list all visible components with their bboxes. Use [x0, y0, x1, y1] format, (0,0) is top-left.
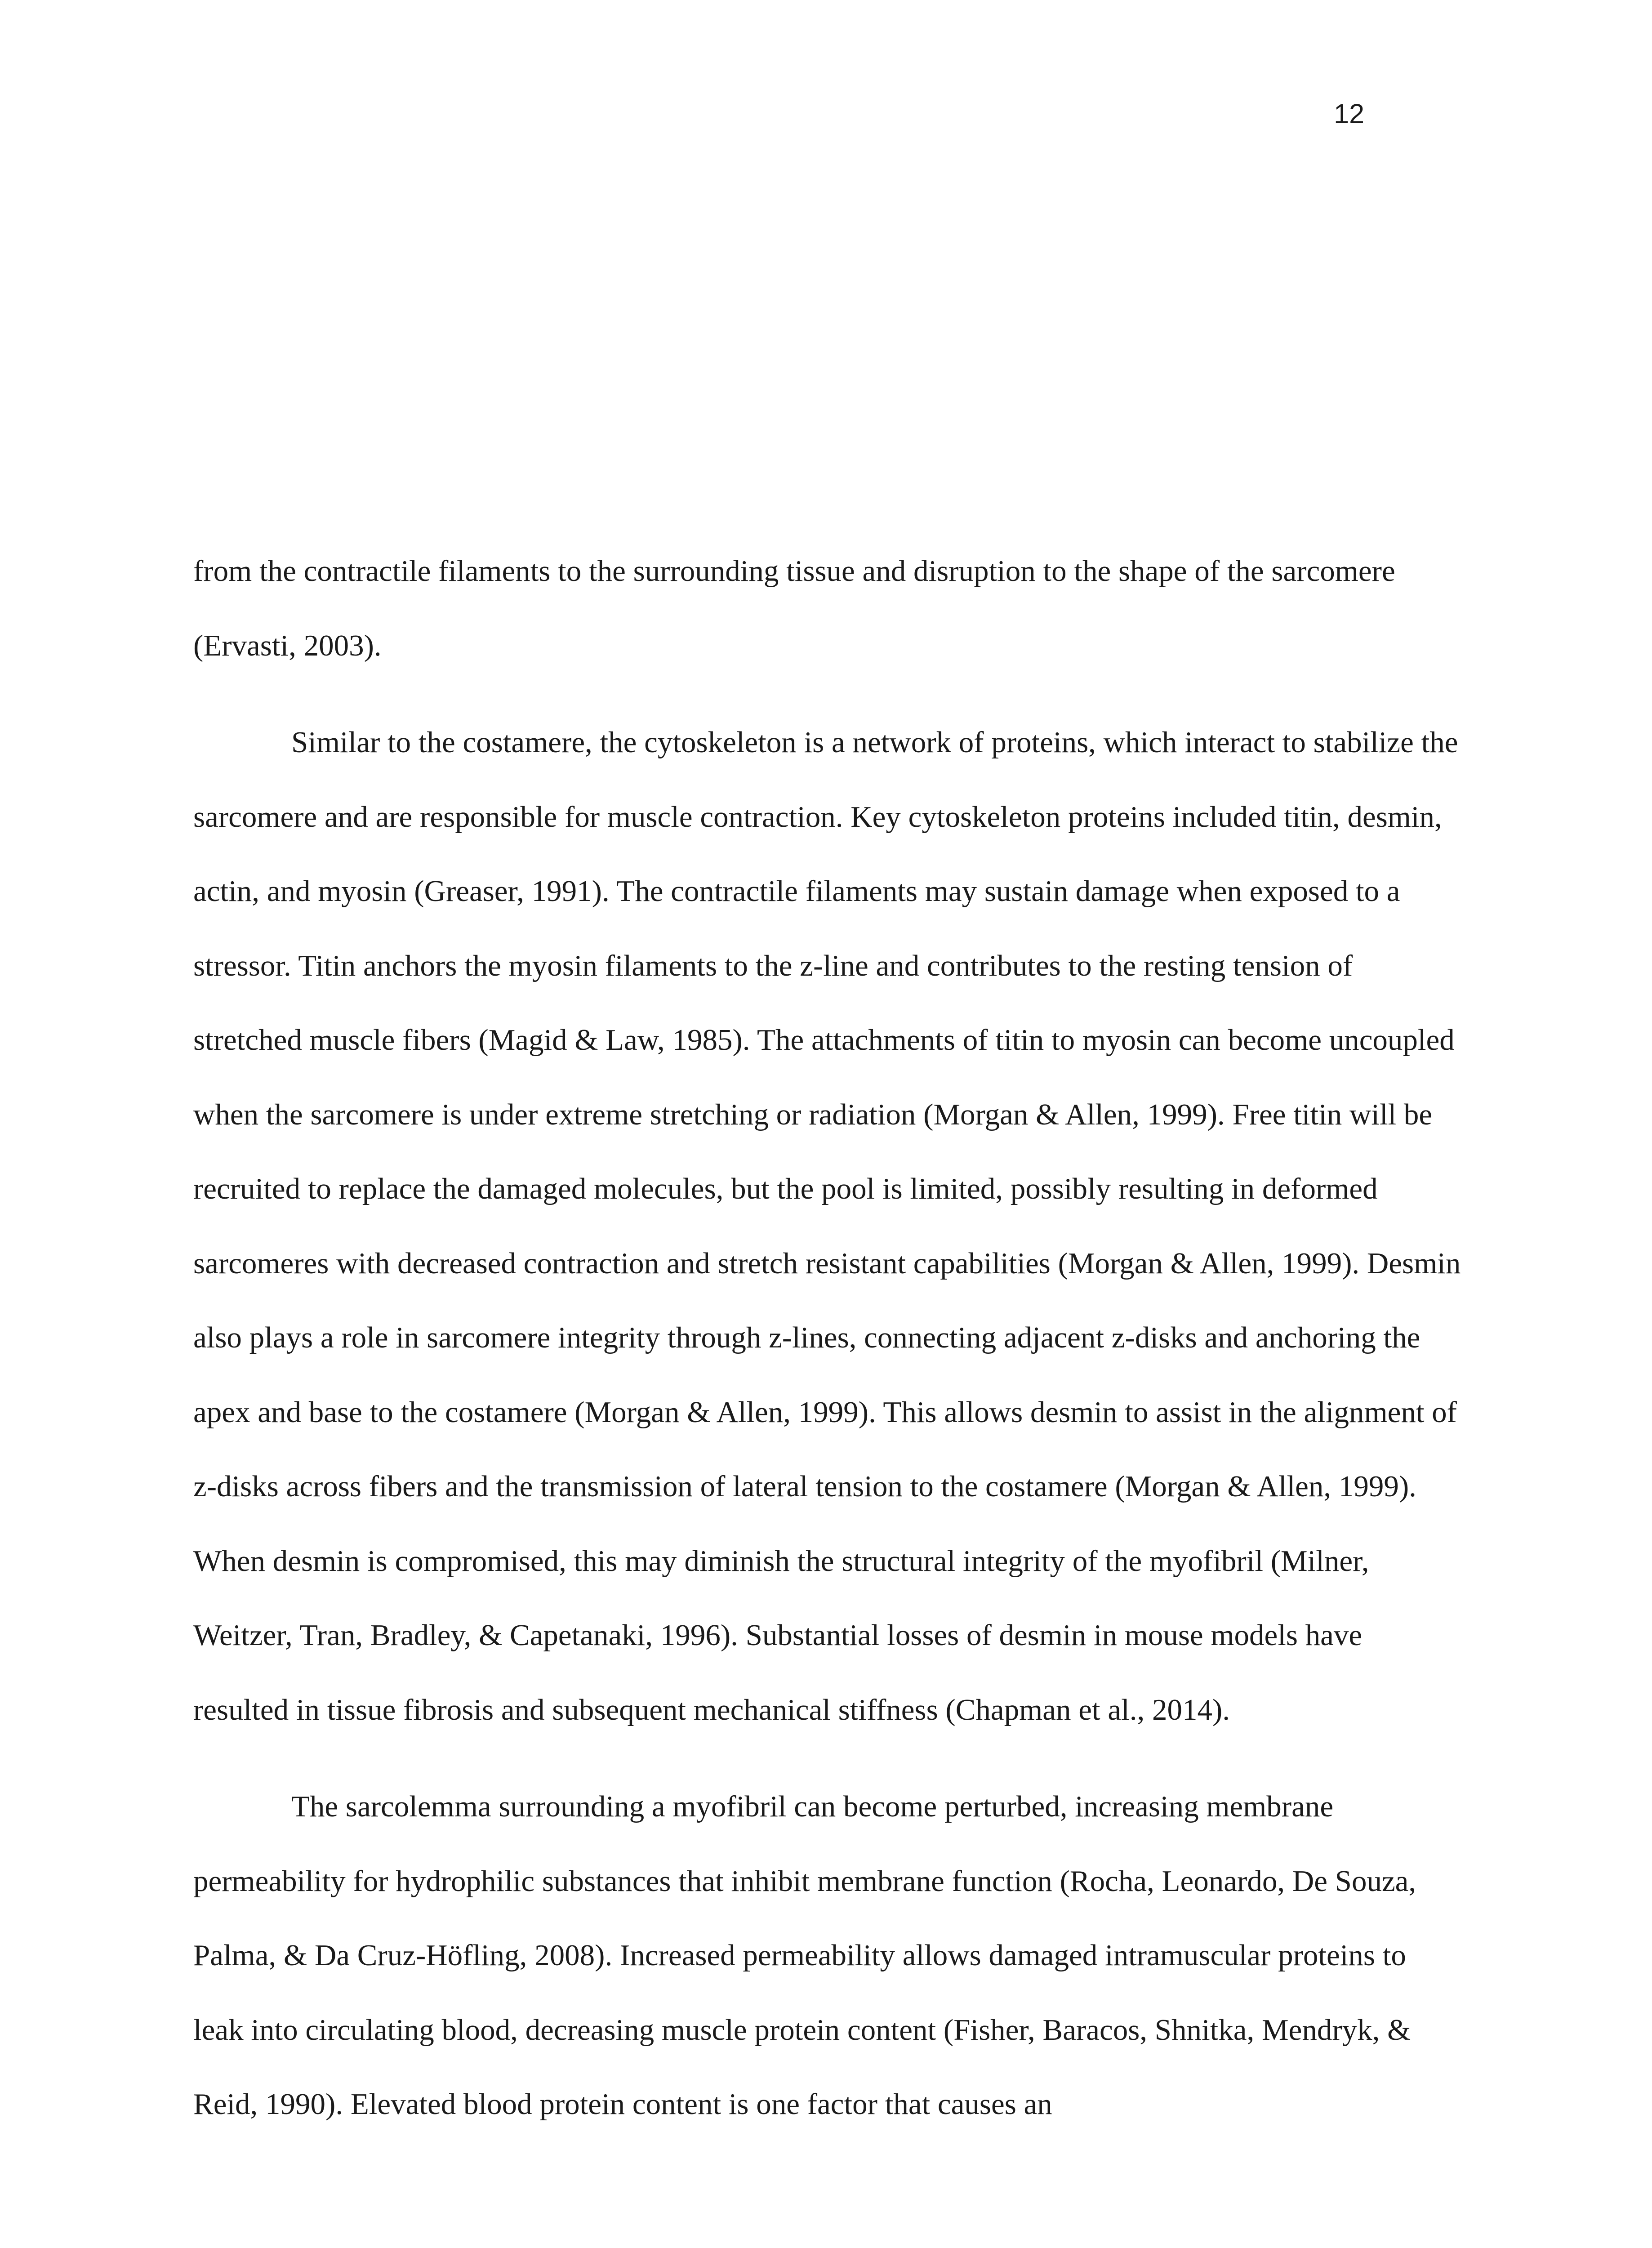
paragraph-continuation: from the contractile filaments to the surrounding tissue and disruption to the shape of the sarcomere (Ervasti, 2003).: [193, 554, 1395, 662]
paragraph-sarcolemma: The sarcolemma surrounding a myofibril can become perturbed, increasing membrane permeability for hydrophilic substances that inhibit membrane function (Rocha, Leonardo, De Souza, Palma, & Da Cruz-Höfling, 2008). Increased permeability allows damaged intramuscular proteins to leak into circulating blood, decreasing muscle protein content (Fisher, Baracos, Shnitka, Mendryk, & Reid, 1990). Elevated blood protein content is one factor that causes an: [193, 1790, 1416, 2121]
page-number: 12: [1334, 98, 1364, 129]
paragraph-cytoskeleton: Similar to the costamere, the cytoskeleton is a network of proteins, which interact to stabilize the sarcomere and are responsible for muscle contraction. Key cytoskeleton proteins included titin, desmin, actin, and myosin (Greaser, 1991). The contractile filaments may sustain damage when exposed to a stressor. Titin anchors the myosin filaments to the z-line and contributes to the resting tension of stretched muscle fibers (Magid & Law, 1985). The attachments of titin to myosin can become uncoupled when the sarcomere is under extreme stretching or radiation (Morgan & Allen, 1999). Free titin will be recruited to replace the damaged molecules, but the pool is limited, possibly resulting in deformed sarcomeres with decreased contraction and stretch resistant capabilities (Morgan & Allen, 1999). Desmin also plays a role in sarcomere integrity through z-lines, connecting adjacent z-disks and anchoring the apex and base to the costamere (Morgan & Allen, 1999). This allows desmin to assist in the alignment of z-disks across fibers and the transmission of lateral tension to the costamere (Morgan & Allen, 1999). When desmin is compromised, this may diminish the structural integrity of the myofibril (Milner, Weitzer, Tran, Bradley, & Capetanaki, 1996). Substantial losses of desmin in mouse models have resulted in tissue fibrosis and subsequent mechanical stiffness (Chapman et al., 2014).: [193, 726, 1461, 1726]
body-text: [193, 534, 1461, 2142]
